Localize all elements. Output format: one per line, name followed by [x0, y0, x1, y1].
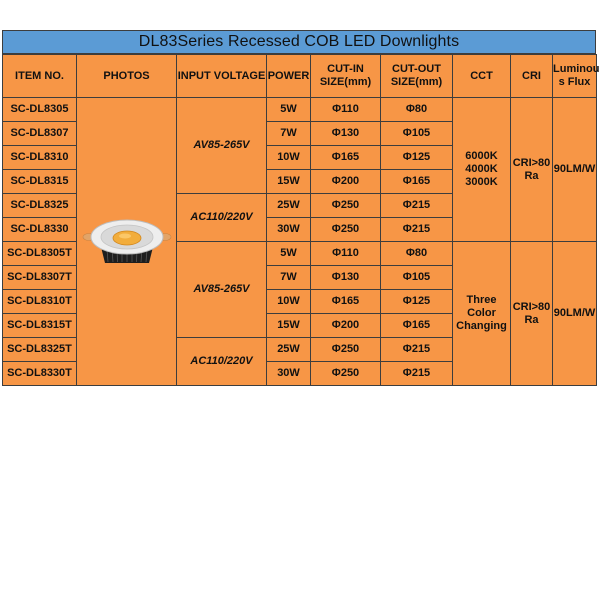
- downlight-photo: [79, 213, 175, 271]
- power-cell: 5W: [267, 242, 311, 266]
- cut-in-cell: Φ200: [311, 314, 381, 338]
- header-photos: PHOTOS: [77, 55, 177, 98]
- item-no-cell: SC-DL8325T: [3, 338, 77, 362]
- luminous-flux-cell: 90LM/W: [553, 98, 597, 242]
- cut-out-cell: Φ215: [381, 218, 453, 242]
- header-luminous-flux: [553, 55, 600, 98]
- item-no-cell: SC-DL8307T: [3, 266, 77, 290]
- header-flux-line1: Luminou: [553, 63, 600, 75]
- cut-out-cell: Φ105: [381, 122, 453, 146]
- item-no-cell: SC-DL8315T: [3, 314, 77, 338]
- power-cell: 10W: [267, 290, 311, 314]
- item-no-cell: SC-DL8330T: [3, 362, 77, 386]
- item-no-cell: SC-DL8330: [3, 218, 77, 242]
- item-no-cell: SC-DL8310: [3, 146, 77, 170]
- cut-in-cell: Φ200: [311, 170, 381, 194]
- header-flux-line2: s Flux: [558, 76, 591, 88]
- header-cut-in-line1: CUT-IN: [327, 63, 364, 75]
- header-cut-in-line2: SIZE(mm): [319, 76, 372, 88]
- cri-line: Ra: [524, 169, 539, 182]
- cut-out-cell: Φ165: [381, 314, 453, 338]
- item-no-cell: SC-DL8315: [3, 170, 77, 194]
- header-cri: CRI: [511, 55, 553, 98]
- power-cell: 5W: [267, 98, 311, 122]
- input-voltage-cell: AV85-265V: [177, 98, 267, 194]
- header-cut-out-line2: SIZE(mm): [390, 76, 443, 88]
- photo-cell: [77, 98, 177, 386]
- power-cell: 15W: [267, 314, 311, 338]
- cut-out-cell: Φ125: [381, 290, 453, 314]
- cut-in-cell: Φ250: [311, 218, 381, 242]
- luminous-flux-cell: 90LM/W: [553, 242, 597, 386]
- power-cell: 7W: [267, 122, 311, 146]
- spec-table: [2, 54, 600, 386]
- table-row: [3, 98, 597, 122]
- item-no-cell: SC-DL8325: [3, 194, 77, 218]
- cct-cell: [453, 242, 511, 386]
- item-no-cell: SC-DL8310T: [3, 290, 77, 314]
- header-item-no: ITEM NO.: [3, 55, 77, 98]
- cct-line: Three: [466, 294, 497, 306]
- cut-out-cell: Φ105: [381, 266, 453, 290]
- cri-line: Ra: [524, 313, 539, 326]
- cct-line: 3000K: [465, 176, 498, 188]
- header-cct: CCT: [453, 55, 511, 98]
- header-cut-in: [311, 55, 381, 98]
- input-voltage-cell: AC110/220V: [177, 194, 267, 242]
- cut-out-cell: Φ215: [381, 194, 453, 218]
- cut-in-cell: Φ130: [311, 266, 381, 290]
- power-cell: 7W: [267, 266, 311, 290]
- item-no-cell: SC-DL8305: [3, 98, 77, 122]
- power-cell: 25W: [267, 338, 311, 362]
- input-voltage-cell: AC110/220V: [177, 338, 267, 386]
- header-cut-out: [381, 55, 453, 98]
- header-cut-out-line1: CUT-OUT: [392, 63, 441, 75]
- cut-in-cell: Φ110: [311, 242, 381, 266]
- cut-out-cell: Φ80: [381, 98, 453, 122]
- cct-line: Color: [467, 307, 496, 319]
- header-input-voltage: INPUT VOLTAGE: [177, 55, 267, 98]
- cut-out-cell: Φ215: [381, 362, 453, 386]
- item-no-cell: SC-DL8305T: [3, 242, 77, 266]
- header-power: POWER: [267, 55, 311, 98]
- power-cell: 15W: [267, 170, 311, 194]
- table-title: DL83Series Recessed COB LED Downlights: [2, 30, 596, 54]
- cut-out-cell: Φ80: [381, 242, 453, 266]
- cct-line: 4000K: [465, 163, 498, 175]
- power-cell: 25W: [267, 194, 311, 218]
- cri-cell: [511, 242, 553, 386]
- cut-out-cell: Φ125: [381, 146, 453, 170]
- cct-line: Changing: [456, 320, 507, 332]
- cri-line: CRI>80: [512, 156, 551, 169]
- cut-in-cell: Φ110: [311, 98, 381, 122]
- cut-in-cell: Φ165: [311, 146, 381, 170]
- cct-line: 6000K: [465, 150, 498, 162]
- input-voltage-cell: AV85-265V: [177, 242, 267, 338]
- cut-in-cell: Φ165: [311, 290, 381, 314]
- cut-out-cell: Φ215: [381, 338, 453, 362]
- cut-out-cell: Φ165: [381, 170, 453, 194]
- item-no-cell: SC-DL8307: [3, 122, 77, 146]
- cut-in-cell: Φ250: [311, 338, 381, 362]
- cut-in-cell: Φ250: [311, 194, 381, 218]
- power-cell: 10W: [267, 146, 311, 170]
- power-cell: 30W: [267, 218, 311, 242]
- power-cell: 30W: [267, 362, 311, 386]
- cri-cell: [511, 98, 553, 242]
- cri-line: CRI>80: [512, 300, 551, 313]
- header-row: [3, 55, 597, 98]
- cut-in-cell: Φ250: [311, 362, 381, 386]
- cct-cell: [453, 98, 511, 242]
- cut-in-cell: Φ130: [311, 122, 381, 146]
